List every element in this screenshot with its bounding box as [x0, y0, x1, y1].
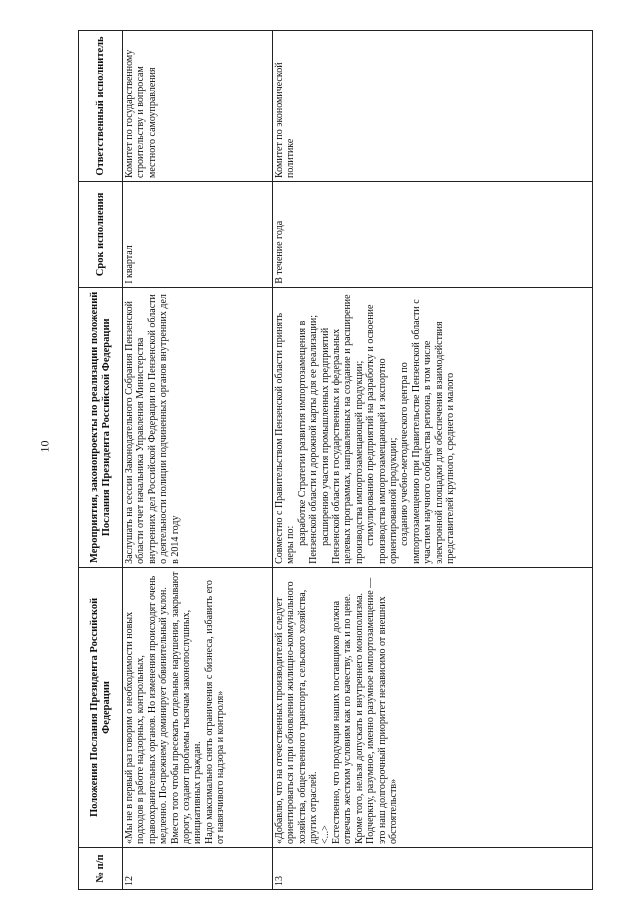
- row-responsible: Комитет по государственному строительству и вопросам местного самоуправления: [123, 31, 273, 182]
- table-row: [273, 31, 593, 890]
- page-number: 10: [37, 440, 52, 453]
- provision-paragraph: «Мы не в первый раз говорим о необходимости новых подходов в работе надзорных, контрольных, правоохранительных органов. Но изменения происходят очень медленно. По-прежнему доминирует обвинительный уклон. Вместо того чтобы пресекать отдельные нарушения, закрывают дорогу, создают проблемы тысячам законопослушных, инициативных граждан.: [124, 571, 204, 844]
- header-measures: Мероприятия, законопроекты по реализации положений Послания Президента Российской Федерации: [79, 287, 123, 567]
- row-measures: [123, 287, 273, 567]
- provision-paragraph: Надо максимально снять ограничения с бизнеса, избавить его от навязчивого надзора и контроля»: [203, 580, 227, 844]
- provision-paragraph: Естественно, что продукция наших поставщиков должна отвечать жестким условиям как по качеству, так и по цене. Кроме того, нельзя допускать и внутреннего монополизма.: [331, 592, 365, 844]
- provision-paragraph: Подчеркну, разумное, именно разумное импортозамещение — это наш долгосрочный приоритет независимо от внешних обстоятельств»: [365, 577, 400, 844]
- table-header-row: [79, 31, 123, 890]
- row-num: 13: [273, 847, 593, 889]
- measure-paragraph: стимулированию предприятий на разработку и освоение производства импортозамещающей и экспортно ориентированной продукции;: [365, 304, 400, 564]
- table-region: [78, 30, 593, 890]
- rotated-table-container: [78, 30, 593, 890]
- row-deadline: I квартал: [123, 181, 273, 287]
- message-implementation-table: [78, 30, 593, 890]
- header-num: № п/п: [79, 847, 123, 889]
- row-measures: [273, 287, 593, 567]
- row-provisions: [123, 567, 273, 847]
- header-provisions: Положения Послания Президента Российской Федерации: [79, 567, 123, 847]
- measure-paragraph: Совместно с Правительством Пензенской области принять меры по:: [274, 312, 297, 564]
- measure-paragraph: Заслушать на сессии Законодательного Собрания Пензенской области отчет начальника Управления Министерства внутренних дел Российской Федерации по Пензенской области о деятельности полиции подчиненных органов внутренних дел в 2014 году: [124, 294, 181, 564]
- row-num: 12: [123, 847, 273, 889]
- row-responsible: Комитет по экономической политике: [273, 31, 593, 182]
- provision-paragraph: «Добавлю, что на отечественных производителей следует ориентироваться и при обновлении жилищно-коммунального хозяйства, общественного транспорта, сельского хозяйства, других отраслей.: [274, 581, 320, 844]
- measure-paragraph: созданию учебно-методического центра по импортозамещению при Правительстве Пензенской области с участием научного сообщества региона, в том числе электронной площадки для обеспечения взаимодействия представителей крупного, среднего и малого: [399, 299, 457, 564]
- row-deadline: В течение года: [273, 181, 593, 287]
- measure-paragraph: расширению участия промышленных предприятий Пензенской области в государственных и федеральных целевых программах, направленных на создание и расширение производства импортозамещающей продукции;: [319, 294, 365, 564]
- row-provisions: [273, 567, 593, 847]
- measure-paragraph: разработке Стратегии развития импортозамещения в Пензенской области и дорожной карты для ее реализации;: [296, 314, 320, 564]
- header-responsible: Ответственный исполнитель: [79, 31, 123, 182]
- provision-paragraph: <...>: [319, 825, 331, 844]
- header-deadline: Срок исполнения: [79, 181, 123, 287]
- table-row: [123, 31, 273, 890]
